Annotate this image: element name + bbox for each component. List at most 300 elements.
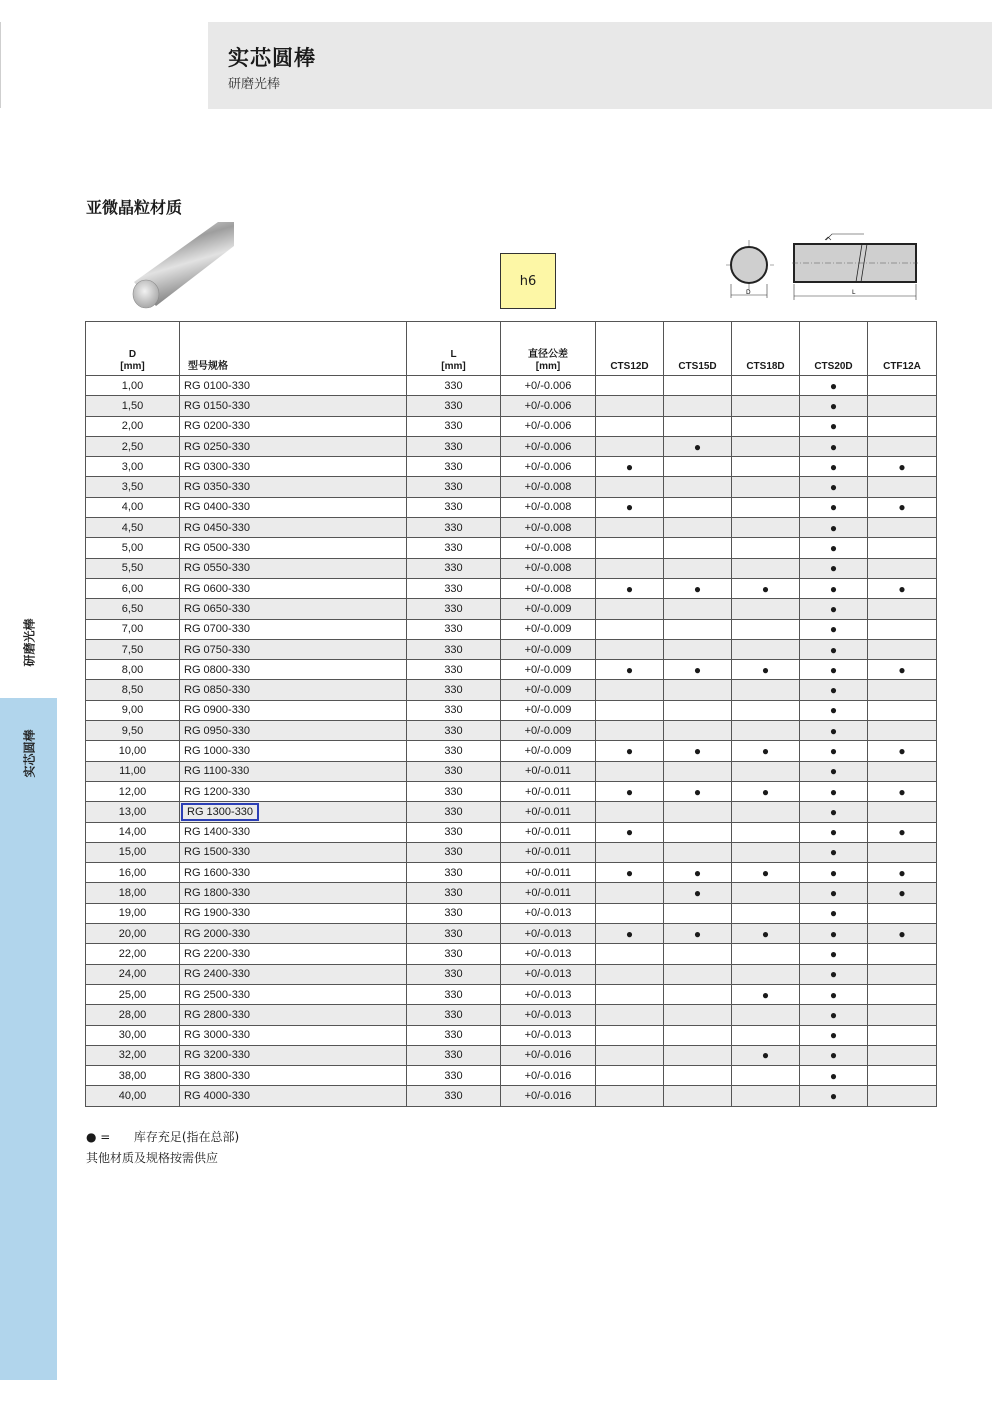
col-header-l-label: L <box>450 349 457 360</box>
table-row <box>86 477 937 497</box>
col-header-l <box>407 322 501 376</box>
page-title: 实芯圆棒 <box>228 46 316 70</box>
model-cell: RG 1800-330 <box>180 883 407 903</box>
grade-cts20d-cell: ● <box>800 518 868 538</box>
length-cell: 330 <box>407 518 501 538</box>
grade-ctf12a-cell <box>868 680 937 700</box>
grade-cts15d-cell: ● <box>664 741 732 761</box>
grade-ctf12a-cell <box>868 721 937 741</box>
tolerance-cell: +0/-0.009 <box>501 700 596 720</box>
grade-cts15d-cell <box>664 518 732 538</box>
grade-cts20d-cell: ● <box>800 781 868 801</box>
diameter-cell: 38,00 <box>86 1066 180 1086</box>
grade-cts12d-cell <box>596 1066 664 1086</box>
grade-cts20d-cell: ● <box>800 883 868 903</box>
grade-ctf12a-cell: ● <box>868 741 937 761</box>
table-header-row <box>86 322 937 376</box>
length-cell: 330 <box>407 680 501 700</box>
grade-cts20d-cell: ● <box>800 924 868 944</box>
grade-cts18d-cell <box>732 944 800 964</box>
model-cell: RG 0100-330 <box>180 376 407 396</box>
diameter-cell: 24,00 <box>86 964 180 984</box>
grade-cts20d-cell: ● <box>800 1025 868 1045</box>
table-row <box>86 680 937 700</box>
grade-cts20d-cell: ● <box>800 863 868 883</box>
grade-cts15d-cell <box>664 822 732 842</box>
grade-cts12d-cell <box>596 1025 664 1045</box>
length-cell: 330 <box>407 822 501 842</box>
col-header-l-unit: [mm] <box>441 361 466 372</box>
grade-cts18d-cell <box>732 822 800 842</box>
diameter-cell: 19,00 <box>86 903 180 923</box>
grade-cts12d-cell <box>596 518 664 538</box>
grade-cts18d-cell <box>732 964 800 984</box>
side-tab-solid-rods-label: 实芯圆棒 <box>22 729 37 778</box>
tolerance-cell: +0/-0.011 <box>501 863 596 883</box>
grade-cts12d-cell: ● <box>596 863 664 883</box>
grade-cts20d-cell: ● <box>800 822 868 842</box>
grade-cts15d-cell <box>664 376 732 396</box>
col-header-ctf12a: CTF12A <box>868 322 937 376</box>
diameter-cell: 22,00 <box>86 944 180 964</box>
grade-cts12d-cell <box>596 700 664 720</box>
table-row <box>86 376 937 396</box>
grade-cts18d-cell <box>732 416 800 436</box>
tolerance-cell: +0/-0.013 <box>501 1025 596 1045</box>
grade-cts15d-cell <box>664 944 732 964</box>
model-cell: RG 2400-330 <box>180 964 407 984</box>
model-cell: RG 0300-330 <box>180 457 407 477</box>
tolerance-badge: h6 <box>500 253 556 309</box>
length-cell: 330 <box>407 741 501 761</box>
tolerance-cell: +0/-0.011 <box>501 802 596 822</box>
grade-cts15d-cell <box>664 396 732 416</box>
grade-cts15d-cell <box>664 1025 732 1045</box>
grade-cts12d-cell: ● <box>596 660 664 680</box>
grade-cts12d-cell <box>596 1045 664 1065</box>
grade-ctf12a-cell <box>868 1025 937 1045</box>
grade-cts15d-cell: ● <box>664 660 732 680</box>
grade-cts18d-cell: ● <box>732 578 800 598</box>
length-cell: 330 <box>407 984 501 1004</box>
model-cell: RG 1600-330 <box>180 863 407 883</box>
grade-cts20d-cell: ● <box>800 457 868 477</box>
grade-cts12d-cell <box>596 538 664 558</box>
grade-cts12d-cell <box>596 721 664 741</box>
tolerance-cell: +0/-0.013 <box>501 924 596 944</box>
grade-ctf12a-cell <box>868 396 937 416</box>
diameter-cell: 2,00 <box>86 416 180 436</box>
grade-cts15d-cell: ● <box>664 436 732 456</box>
table-row <box>86 558 937 578</box>
col-header-cts20d: CTS20D <box>800 322 868 376</box>
diameter-cell: 14,00 <box>86 822 180 842</box>
model-cell: RG 3200-330 <box>180 1045 407 1065</box>
side-tab-ground-rods-label: 研磨光棒 <box>22 618 37 667</box>
tolerance-cell: +0/-0.009 <box>501 619 596 639</box>
grade-cts12d-cell <box>596 680 664 700</box>
grade-cts20d-cell: ● <box>800 1066 868 1086</box>
drawing-l-label: L <box>852 289 856 296</box>
grade-ctf12a-cell <box>868 944 937 964</box>
model-cell: RG 3800-330 <box>180 1066 407 1086</box>
grade-cts20d-cell: ● <box>800 599 868 619</box>
length-cell: 330 <box>407 436 501 456</box>
diameter-cell: 3,00 <box>86 457 180 477</box>
grade-cts12d-cell <box>596 761 664 781</box>
grade-cts12d-cell: ● <box>596 822 664 842</box>
length-cell: 330 <box>407 944 501 964</box>
model-cell: RG 0700-330 <box>180 619 407 639</box>
grade-ctf12a-cell <box>868 518 937 538</box>
grade-cts20d-cell: ● <box>800 1005 868 1025</box>
grade-ctf12a-cell: ● <box>868 578 937 598</box>
grade-cts15d-cell <box>664 964 732 984</box>
grade-cts18d-cell: ● <box>732 781 800 801</box>
model-cell: RG 0900-330 <box>180 700 407 720</box>
grade-cts20d-cell: ● <box>800 1086 868 1106</box>
tolerance-cell: +0/-0.009 <box>501 660 596 680</box>
grade-cts15d-cell <box>664 619 732 639</box>
diameter-cell: 8,00 <box>86 660 180 680</box>
table-row <box>86 457 937 477</box>
model-cell: RG 0500-330 <box>180 538 407 558</box>
tolerance-cell: +0/-0.008 <box>501 558 596 578</box>
length-cell: 330 <box>407 700 501 720</box>
tolerance-cell: +0/-0.008 <box>501 578 596 598</box>
grade-cts18d-cell <box>732 538 800 558</box>
left-edge-rule <box>0 22 1 108</box>
grade-cts18d-cell <box>732 619 800 639</box>
length-cell: 330 <box>407 578 501 598</box>
length-cell: 330 <box>407 1086 501 1106</box>
side-tab-solid-rods[interactable] <box>0 698 57 1380</box>
table-row <box>86 416 937 436</box>
grade-cts12d-cell <box>596 558 664 578</box>
diameter-cell: 32,00 <box>86 1045 180 1065</box>
tolerance-cell: +0/-0.013 <box>501 903 596 923</box>
length-cell: 330 <box>407 924 501 944</box>
grade-cts12d-cell <box>596 1005 664 1025</box>
grade-cts12d-cell <box>596 477 664 497</box>
table-row <box>86 700 937 720</box>
model-cell: RG 0150-330 <box>180 396 407 416</box>
length-cell: 330 <box>407 802 501 822</box>
grade-cts18d-cell <box>732 639 800 659</box>
grade-cts18d-cell <box>732 761 800 781</box>
table-row <box>86 1025 937 1045</box>
grade-cts15d-cell <box>664 477 732 497</box>
diameter-cell: 20,00 <box>86 924 180 944</box>
grade-cts20d-cell: ● <box>800 660 868 680</box>
length-cell: 330 <box>407 781 501 801</box>
grade-ctf12a-cell <box>868 964 937 984</box>
table-row <box>86 944 937 964</box>
diameter-cell: 9,00 <box>86 700 180 720</box>
length-cell: 330 <box>407 538 501 558</box>
length-cell: 330 <box>407 761 501 781</box>
diameter-cell: 18,00 <box>86 883 180 903</box>
table-row <box>86 497 937 517</box>
grade-cts15d-cell <box>664 984 732 1004</box>
table-row <box>86 842 937 862</box>
table-row <box>86 863 937 883</box>
length-cell: 330 <box>407 599 501 619</box>
table-row <box>86 883 937 903</box>
grade-cts12d-cell <box>596 903 664 923</box>
diameter-cell: 9,50 <box>86 721 180 741</box>
tolerance-cell: +0/-0.013 <box>501 964 596 984</box>
table-row <box>86 396 937 416</box>
grade-cts15d-cell <box>664 497 732 517</box>
model-cell: RG 1400-330 <box>180 822 407 842</box>
table-row <box>86 1086 937 1106</box>
diameter-cell: 16,00 <box>86 863 180 883</box>
grade-cts18d-cell <box>732 721 800 741</box>
grade-cts20d-cell: ● <box>800 639 868 659</box>
grade-cts18d-cell: ● <box>732 984 800 1004</box>
grade-cts18d-cell <box>732 1005 800 1025</box>
grade-cts15d-cell <box>664 538 732 558</box>
table-row <box>86 639 937 659</box>
grade-cts12d-cell <box>596 416 664 436</box>
grade-cts18d-cell <box>732 1086 800 1106</box>
grade-cts15d-cell <box>664 599 732 619</box>
grade-cts15d-cell <box>664 761 732 781</box>
grade-cts20d-cell: ● <box>800 436 868 456</box>
grade-cts15d-cell <box>664 416 732 436</box>
grade-ctf12a-cell <box>868 639 937 659</box>
grade-cts20d-cell: ● <box>800 964 868 984</box>
grade-cts18d-cell <box>732 477 800 497</box>
model-cell: RG 0750-330 <box>180 639 407 659</box>
tolerance-cell: +0/-0.016 <box>501 1066 596 1086</box>
grade-cts15d-cell <box>664 1086 732 1106</box>
diameter-cell: 5,00 <box>86 538 180 558</box>
col-header-cts18d: CTS18D <box>732 322 800 376</box>
model-cell[interactable] <box>180 802 407 822</box>
grade-cts20d-cell: ● <box>800 984 868 1004</box>
grade-cts12d-cell <box>596 802 664 822</box>
model-cell: RG 0850-330 <box>180 680 407 700</box>
length-cell: 330 <box>407 842 501 862</box>
table-row <box>86 964 937 984</box>
grade-cts15d-cell: ● <box>664 924 732 944</box>
grade-cts20d-cell: ● <box>800 802 868 822</box>
length-cell: 330 <box>407 660 501 680</box>
grade-ctf12a-cell <box>868 436 937 456</box>
diameter-cell: 8,50 <box>86 680 180 700</box>
grade-cts15d-cell <box>664 1005 732 1025</box>
grade-cts20d-cell: ● <box>800 842 868 862</box>
grade-cts12d-cell: ● <box>596 924 664 944</box>
table-row <box>86 578 937 598</box>
grade-cts20d-cell: ● <box>800 558 868 578</box>
legend-text: 库存充足(指在总部) <box>133 1130 240 1144</box>
diameter-cell: 1,00 <box>86 376 180 396</box>
model-cell: RG 0400-330 <box>180 497 407 517</box>
tolerance-cell: +0/-0.008 <box>501 497 596 517</box>
table-row <box>86 599 937 619</box>
grade-cts20d-cell: ● <box>800 721 868 741</box>
grade-ctf12a-cell <box>868 700 937 720</box>
grade-cts18d-cell <box>732 436 800 456</box>
grade-cts12d-cell <box>596 944 664 964</box>
model-cell: RG 1500-330 <box>180 842 407 862</box>
grade-cts12d-cell <box>596 639 664 659</box>
table-row <box>86 436 937 456</box>
grade-cts12d-cell: ● <box>596 457 664 477</box>
grade-cts15d-cell: ● <box>664 578 732 598</box>
diameter-cell: 7,00 <box>86 619 180 639</box>
grade-cts18d-cell <box>732 599 800 619</box>
table-row <box>86 538 937 558</box>
grade-cts18d-cell <box>732 396 800 416</box>
diameter-cell: 25,00 <box>86 984 180 1004</box>
diameter-cell: 12,00 <box>86 781 180 801</box>
tolerance-cell: +0/-0.013 <box>501 944 596 964</box>
diameter-cell: 6,00 <box>86 578 180 598</box>
spec-table-body <box>86 376 937 1107</box>
table-row <box>86 903 937 923</box>
grade-cts20d-cell: ● <box>800 619 868 639</box>
tolerance-cell: +0/-0.006 <box>501 396 596 416</box>
grade-cts20d-cell: ● <box>800 903 868 923</box>
grade-cts12d-cell <box>596 964 664 984</box>
grade-ctf12a-cell <box>868 761 937 781</box>
model-cell: RG 0600-330 <box>180 578 407 598</box>
diameter-cell: 10,00 <box>86 741 180 761</box>
grade-cts18d-cell <box>732 518 800 538</box>
grade-ctf12a-cell: ● <box>868 781 937 801</box>
length-cell: 330 <box>407 497 501 517</box>
grade-cts18d-cell <box>732 903 800 923</box>
length-cell: 330 <box>407 883 501 903</box>
diameter-cell: 13,00 <box>86 802 180 822</box>
model-cell: RG 4000-330 <box>180 1086 407 1106</box>
diameter-cell: 1,50 <box>86 396 180 416</box>
tolerance-cell: +0/-0.009 <box>501 721 596 741</box>
model-cell: RG 0800-330 <box>180 660 407 680</box>
grade-cts15d-cell <box>664 721 732 741</box>
model-cell: RG 1000-330 <box>180 741 407 761</box>
grade-ctf12a-cell <box>868 1086 937 1106</box>
model-cell: RG 0950-330 <box>180 721 407 741</box>
grade-cts18d-cell <box>732 802 800 822</box>
grade-cts15d-cell <box>664 457 732 477</box>
length-cell: 330 <box>407 1045 501 1065</box>
grade-cts12d-cell <box>596 883 664 903</box>
grade-cts12d-cell <box>596 619 664 639</box>
grade-cts20d-cell: ● <box>800 376 868 396</box>
grade-cts12d-cell: ● <box>596 497 664 517</box>
grade-cts18d-cell <box>732 457 800 477</box>
length-cell: 330 <box>407 619 501 639</box>
section-title: 亚微晶粒材质 <box>86 198 183 217</box>
length-cell: 330 <box>407 1005 501 1025</box>
grade-cts12d-cell <box>596 396 664 416</box>
grade-cts12d-cell <box>596 842 664 862</box>
side-tab-ground-rods[interactable] <box>0 590 57 698</box>
diameter-cell: 3,50 <box>86 477 180 497</box>
diameter-cell: 40,00 <box>86 1086 180 1106</box>
model-cell: RG 1100-330 <box>180 761 407 781</box>
model-cell: RG 0200-330 <box>180 416 407 436</box>
diameter-cell: 4,50 <box>86 518 180 538</box>
tolerance-cell: +0/-0.016 <box>501 1045 596 1065</box>
grade-cts18d-cell <box>732 680 800 700</box>
length-cell: 330 <box>407 1066 501 1086</box>
table-row <box>86 619 937 639</box>
grade-cts18d-cell: ● <box>732 924 800 944</box>
col-header-tolerance <box>501 322 596 376</box>
grade-cts18d-cell <box>732 700 800 720</box>
legend-symbol: ● = <box>86 1130 111 1144</box>
grade-ctf12a-cell <box>868 538 937 558</box>
grade-ctf12a-cell <box>868 984 937 1004</box>
grade-cts12d-cell <box>596 599 664 619</box>
grade-cts18d-cell: ● <box>732 1045 800 1065</box>
length-cell: 330 <box>407 964 501 984</box>
grade-cts18d-cell: ● <box>732 741 800 761</box>
tolerance-cell: +0/-0.013 <box>501 984 596 1004</box>
grade-cts15d-cell <box>664 680 732 700</box>
grade-ctf12a-cell: ● <box>868 660 937 680</box>
grade-ctf12a-cell <box>868 1066 937 1086</box>
length-cell: 330 <box>407 1025 501 1045</box>
grade-ctf12a-cell <box>868 558 937 578</box>
grade-cts20d-cell: ● <box>800 396 868 416</box>
diameter-cell: 15,00 <box>86 842 180 862</box>
grade-cts15d-cell <box>664 842 732 862</box>
legend <box>86 1128 239 1145</box>
table-row <box>86 761 937 781</box>
tolerance-cell: +0/-0.016 <box>501 1086 596 1106</box>
length-cell: 330 <box>407 477 501 497</box>
tolerance-cell: +0/-0.011 <box>501 883 596 903</box>
grade-ctf12a-cell: ● <box>868 457 937 477</box>
table-row <box>86 1005 937 1025</box>
selected-model-text[interactable]: RG 1300-330 <box>184 806 256 818</box>
tolerance-cell: +0/-0.011 <box>501 781 596 801</box>
spec-table <box>85 321 937 1107</box>
grade-cts15d-cell <box>664 639 732 659</box>
grade-ctf12a-cell <box>868 802 937 822</box>
tolerance-cell: +0/-0.013 <box>501 1005 596 1025</box>
length-cell: 330 <box>407 721 501 741</box>
grade-cts18d-cell <box>732 1066 800 1086</box>
model-cell: RG 0450-330 <box>180 518 407 538</box>
diameter-cell: 7,50 <box>86 639 180 659</box>
col-header-cts15d: CTS15D <box>664 322 732 376</box>
grade-cts15d-cell: ● <box>664 883 732 903</box>
grade-cts15d-cell <box>664 700 732 720</box>
grade-cts15d-cell <box>664 903 732 923</box>
grade-cts12d-cell <box>596 984 664 1004</box>
table-row <box>86 741 937 761</box>
model-cell: RG 2000-330 <box>180 924 407 944</box>
grade-cts20d-cell: ● <box>800 741 868 761</box>
col-header-model-label: 型号规格 <box>188 361 228 372</box>
diameter-cell: 6,50 <box>86 599 180 619</box>
grade-cts20d-cell: ● <box>800 477 868 497</box>
grade-cts15d-cell <box>664 802 732 822</box>
footnote: 其他材质及规格按需供应 <box>86 1151 219 1165</box>
grade-ctf12a-cell: ● <box>868 883 937 903</box>
grade-ctf12a-cell: ● <box>868 924 937 944</box>
table-row <box>86 822 937 842</box>
length-cell: 330 <box>407 457 501 477</box>
